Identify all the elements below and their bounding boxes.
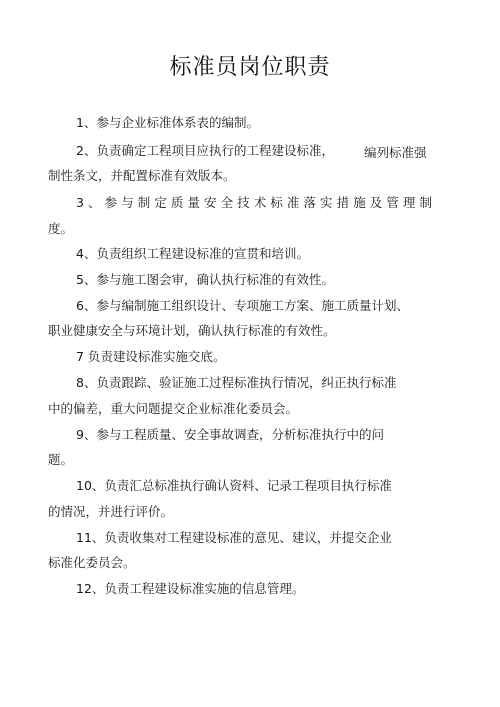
duty-line-8a: 8、负责跟踪、验证施工过程标准执行情况，纠正执行标准 — [76, 375, 397, 390]
duty-line-6a: 6、参与编制施工组织设计、专项施工方案、施工质量计划、 — [76, 298, 409, 313]
duty-line-5: 5、参与施工图会审，确认执行标准的有效性。 — [76, 272, 334, 287]
duty-line-3a: 3、参与制定质量安全技术标准落实措施及管理制 — [76, 195, 432, 210]
duty-line-8b: 中的偏差，重大问题提交企业标准化委员会。 — [48, 401, 299, 416]
duty-line-6b: 职业健康安全与环境计划，确认执行标准的有效性。 — [48, 323, 336, 338]
duty-line-10a: 10、负责汇总标准执行确认资料、记录工程项目执行标准 — [76, 478, 392, 493]
duty-line-3b: 度。 — [48, 221, 74, 236]
document-title: 标准员岗位职责 — [169, 55, 331, 80]
duty-line-4: 4、负责组织工程建设标准的宣贯和培训。 — [76, 246, 309, 261]
duty-line-1: 1、参与企业标准体系表的编制。 — [76, 115, 259, 130]
duty-line-2b: 制性条文，并配置标准有效版本。 — [48, 168, 236, 183]
duty-line-10b: 的情况，并进行评价。 — [48, 504, 174, 519]
duty-line-7: 7 负责建设标准实施交底。 — [76, 349, 226, 364]
side-note: 编列标准强 — [364, 145, 427, 160]
duty-line-9a: 9、参与工程质量、安全事故调查，分析标准执行中的问 — [76, 427, 384, 442]
duty-line-9b: 题。 — [48, 452, 74, 467]
duty-line-12: 12、负责工程建设标准实施的信息管理。 — [76, 581, 305, 596]
duty-line-11a: 11、负责收集对工程建设标准的意见、建议，并提交企业 — [76, 530, 392, 545]
duty-line-11b: 标准化委员会。 — [48, 555, 136, 570]
duty-line-2a: 2、负责确定工程项目应执行的工程建设标准， — [76, 143, 334, 158]
